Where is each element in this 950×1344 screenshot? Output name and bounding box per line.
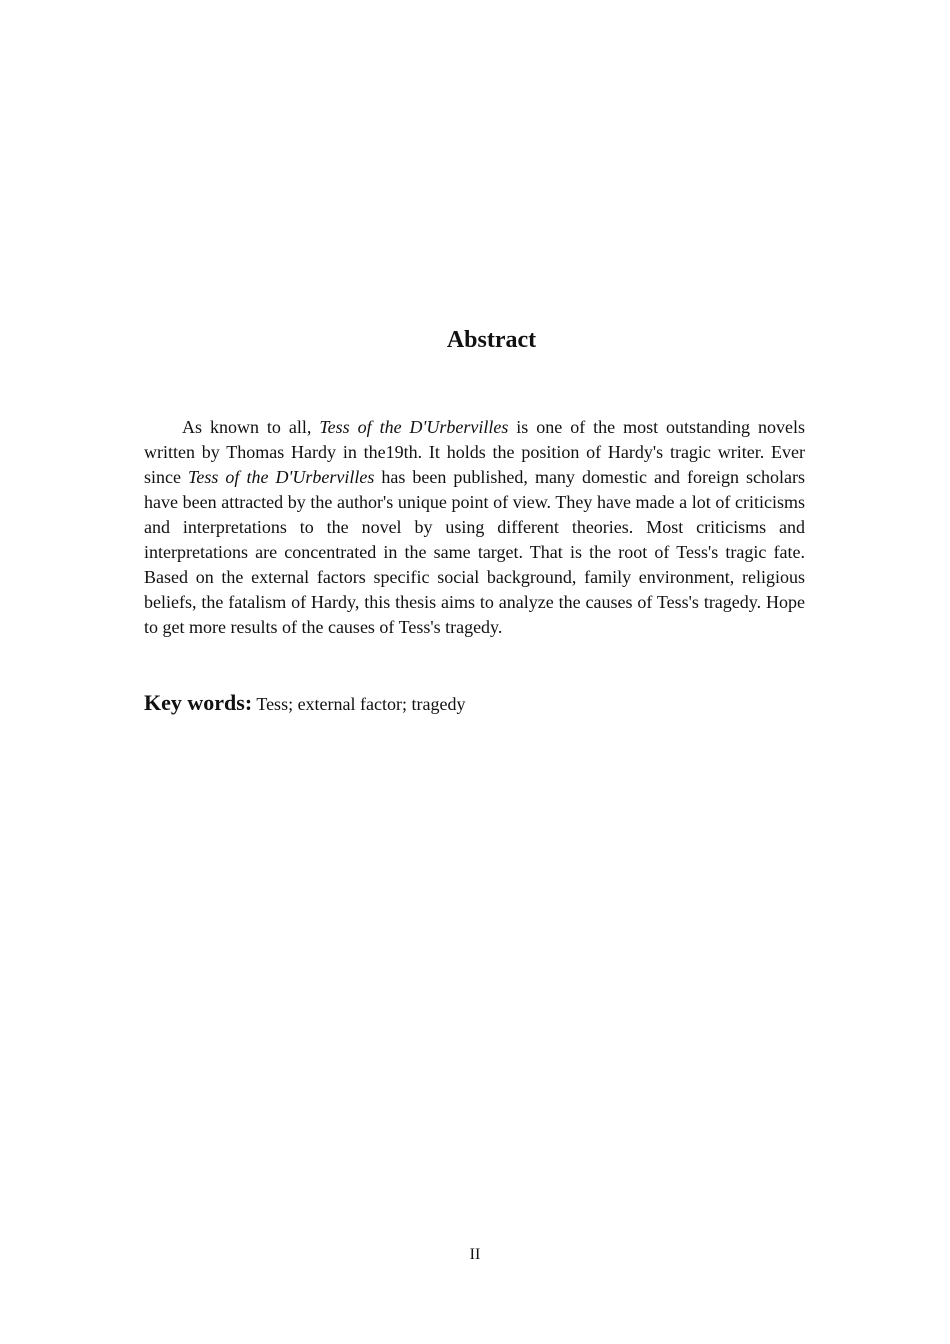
page-number: II [469, 1246, 481, 1263]
abstract-paragraph [144, 415, 805, 640]
page-title: Abstract [446, 327, 537, 353]
abstract-text-segment: has been published, many domestic and foreign scholars have been attracted by the author's unique point of view. They have made a lot of criticisms and interpretations to the novel by using different theories. Most criticisms and interpretations are concentrated in the same target. That is the root of Tess's tragic fate. Based on the external factors specific social background, family environment, religious beliefs, the fatalism of Hardy, this thesis aims to analyze the causes of Tess's tragedy. Hope to get more results of the causes of Tess's tragedy. [144, 467, 806, 637]
keywords-text: Tess; external factor; tragedy [252, 694, 466, 714]
abstract-text-segment: is one of the most outstanding novels written by Thomas Hardy in the19th. It holds the position of Hardy's tragic writer. Ever since [144, 417, 806, 487]
keywords-label: Key words: [144, 690, 253, 715]
abstract-text-segment: As known to all, [182, 417, 320, 437]
novel-title-italic: Tess of the D'Urbervilles [188, 467, 375, 487]
novel-title-italic: Tess of the D'Urbervilles [319, 417, 509, 437]
keywords-line [144, 688, 805, 719]
